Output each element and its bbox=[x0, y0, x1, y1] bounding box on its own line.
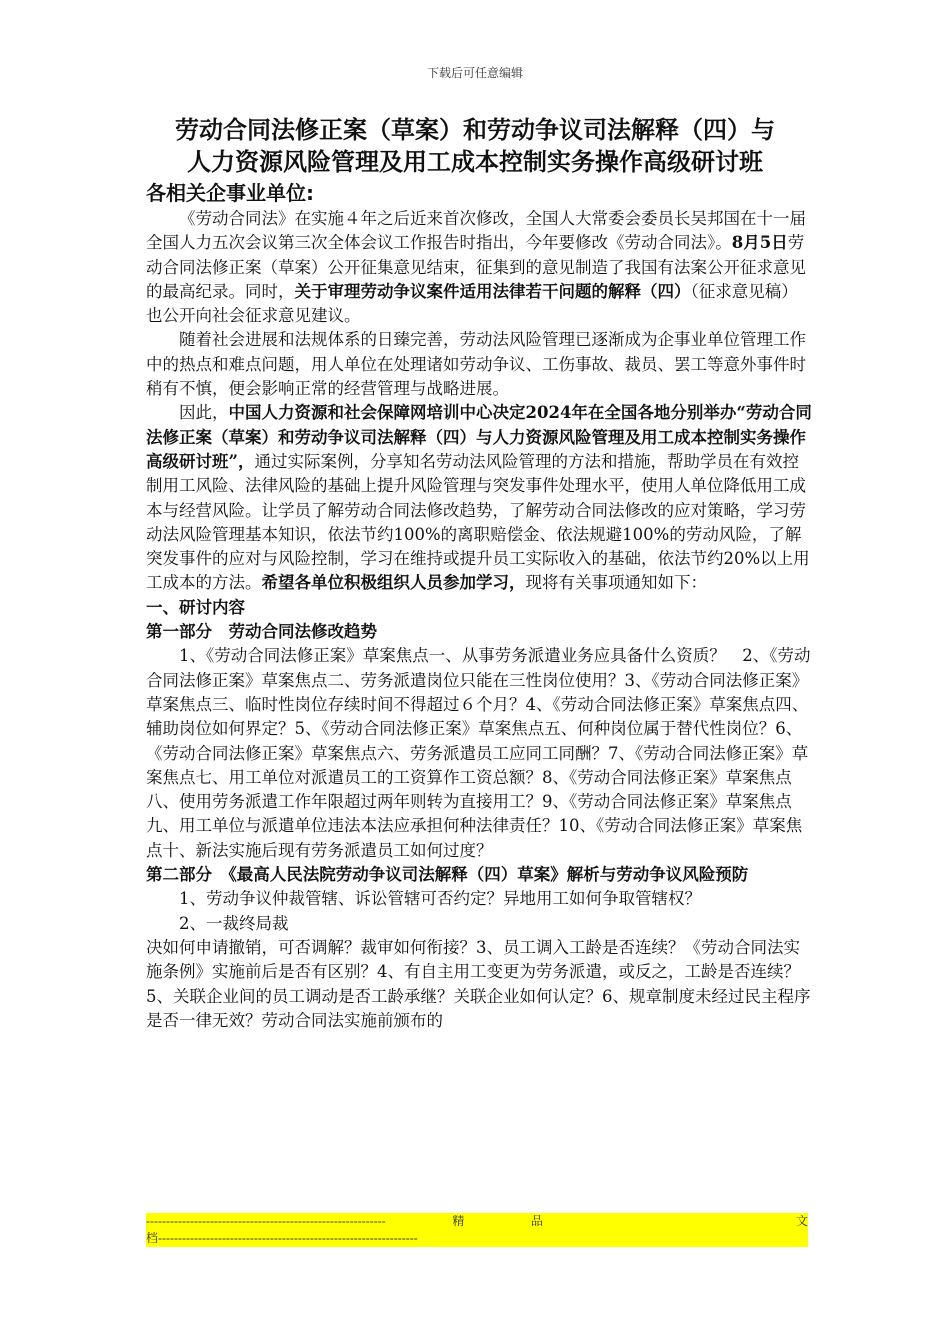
document-title bbox=[120, 114, 830, 178]
part2-heading: 第二部分 《最高人民法院劳动争议司法解释（四）草案》解析与劳动争议风险预防 bbox=[146, 865, 749, 885]
document-body bbox=[146, 207, 814, 1033]
paragraph-background: 随着社会进展和法规体系的日臻完善，劳动法风险管理已逐渐成为企事业单位管理工作中的热点和难点问题，用人单位在处理诸如劳动争议、工伤事故、裁员、罢工等意外事件时稍有不慎，便会影响正常的经营管理与战略进展。 bbox=[146, 330, 806, 399]
part2-item-1: 1、劳动争议仲裁管辖、诉讼管辖可否约定？异地用工如何争取管辖权？ bbox=[179, 889, 701, 909]
intro-text: 《劳动合同法》在实施４年之后近来首次修改，全国人大常委会委员长吴邦国在十一届全国人力五次会议第三次全体会议工作报告时指出，今年要修改《劳动合同法》。 bbox=[146, 209, 806, 253]
title-line-1: 劳动合同法修正案（草案）和劳动争议司法解释（四）与 bbox=[175, 116, 775, 144]
part1-items-rest: 合同法修正案》草案焦点二、劳务派遣岗位只能在三性岗位使用？3、《劳动合同法修正案》草案焦点三、临时性岗位存续时间不得超过６个月？4、《劳动合同法修正案》草案焦点四、辅助岗位如何界定？5、《劳动合同法修正案》草案焦点五、何种岗位属于替代性岗位？6、《劳动合同法修正案》草案焦点六、劳务派遣员工应同工同酬？7、《劳动合同法修正案》草案焦点七、用工单位对派遣员工的工资算作工资总额？8、《劳动合同法修正案》草案焦点八、使用劳务派遣工作年限超过两年则转为直接用工？9、《劳动合同法修正案》草案焦点九、用工单位与派遣单位违法本法应承担何种法律责任？10、《劳动合同法修正案》草案焦点十、新法实施后现有劳务派遣员工如何过度？ bbox=[146, 670, 809, 860]
salutation: 各相关企事业单位: bbox=[146, 181, 314, 205]
title-line-2: 人力资源风险管理及用工成本控制实务操作高级研讨班 bbox=[187, 148, 763, 176]
announce-bold-request: 希望各单位积极组织人员参加学习， bbox=[261, 573, 526, 593]
section-heading-content: 一、研讨内容 bbox=[146, 597, 245, 617]
intro-text-3: （征求意见稿）也公开向社会征求意见建议。 bbox=[146, 281, 798, 326]
footer-line-1 bbox=[146, 1213, 808, 1230]
announce-text-3: 现将有关事项通知如下： bbox=[525, 573, 707, 593]
intro-text-2: 劳动合同法修正案（草案）公开征集意见结束，征集到的意见制造了我国有法案公开征求意见的最高纪录。同时， bbox=[146, 233, 806, 301]
intro-bold-title: 关于审理劳动争议案件适用法律若干问题的解释（四） bbox=[294, 281, 691, 301]
footer-char-2: 品 bbox=[530, 1214, 543, 1228]
footer-char-3: 文 bbox=[795, 1214, 808, 1228]
footer-char-1: 精 bbox=[452, 1214, 465, 1228]
part2-item-2: 2、一裁终局裁 bbox=[179, 913, 289, 933]
footer-dashes: ------------------------------------------------------------ bbox=[146, 1214, 386, 1228]
footer-spacer bbox=[609, 1213, 729, 1230]
announce-text: 因此， bbox=[179, 403, 229, 423]
intro-date: 8月5日 bbox=[731, 233, 788, 253]
part1-heading: 第一部分 劳动合同法修改趋势 bbox=[146, 622, 377, 642]
footer-line-2: 档----------------------------------------------------------------- bbox=[146, 1230, 488, 1247]
paragraph-announcement bbox=[146, 401, 814, 595]
paragraph-intro bbox=[146, 207, 814, 328]
part2-items-rest: 决如何申请撤销，可否调解？裁审如何衔接？3、员工调入工龄是否连续？《劳动合同法实施条例》实施前后是否有区别？4、有自主用工变更为劳务派遣，或反之，工龄是否连续？5、关联企业间的员工调动是否工龄承继？关联企业如何认定？6、规章制度未经过民主程序是否一律无效？劳动合同法实施前颁布的 bbox=[146, 937, 811, 1030]
announce-text-2: 通过实际案例，分享知名劳动法风险管理的方法和措施，帮助学员在有效控制用工风险、法律风险的基础上提升风险管理与突发事件处理水平，使用人单位降低用工成本与经营风险。让学员了解劳动合同法修改趋势，了解劳动合同法修改的应对策略，学习劳动法风险管理基本知识，依法节约100%的离职赔偿金、依法规避100%的劳动风险，了解突发事件的应对与风险控制，学习在维持或提升员工实际收入的基础，依法节约20%以上用工成本的方法。 bbox=[146, 451, 810, 593]
part1-item-1: 1、《劳动合同法修正案》草案焦点一、从事劳务派遣业务应具备什么资质？ 2、《劳动 bbox=[179, 646, 811, 666]
announce-bold-organizer: 中国人力资源和社会保障网培训中心决定2024年在全国各地分别举办“劳动合同法修正案（草案）和劳动争议司法解释（四）与人力资源风险管理及用工成本控制实务操作高级研讨班”， bbox=[146, 403, 812, 471]
header-note: 下载后可任意编辑 bbox=[426, 66, 523, 80]
footer-watermark-bar bbox=[146, 1213, 808, 1247]
